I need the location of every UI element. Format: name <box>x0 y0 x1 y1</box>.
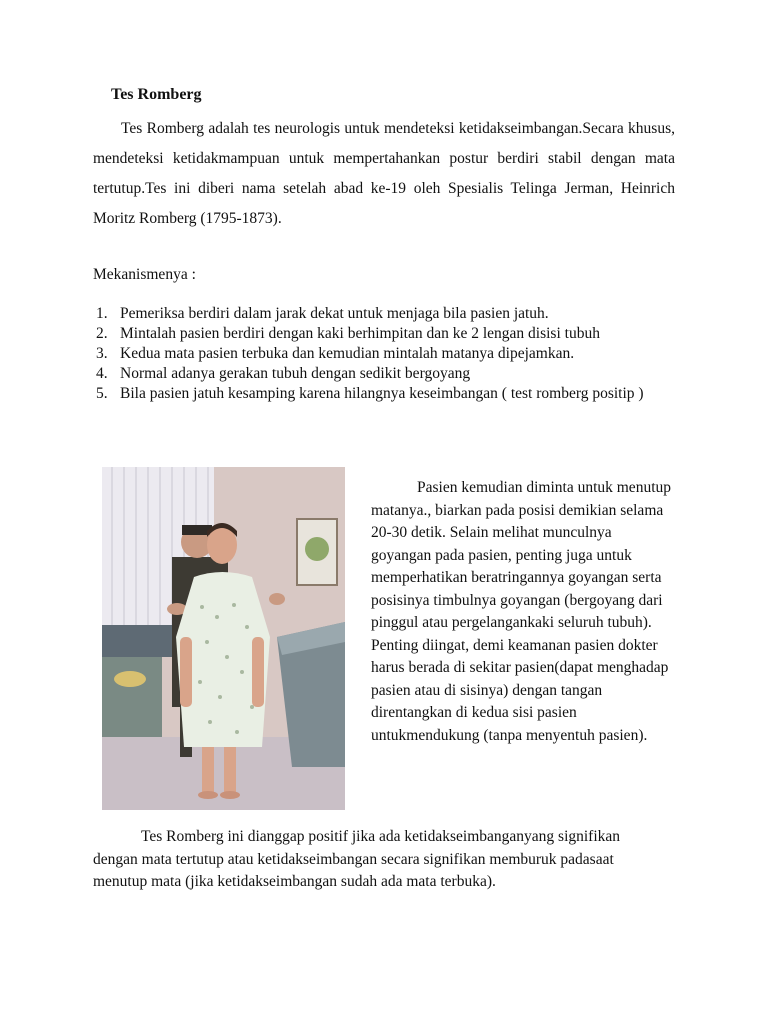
list-item <box>93 324 659 344</box>
document-title: Tes Romberg <box>111 86 202 103</box>
list-item-text: Normal adanya gerakan tubuh dengan sedikit bergoyang <box>120 365 471 382</box>
closing-paragraph: Tes Romberg ini dianggap positif jika ada ketidakseimbanganyang signifikan dengan mata tertutup atau ketidakseimbangan secara signifikan memburuk padasaat menutup mata (jika ketidakseimbangan sudah ada mata terbuka). <box>93 828 621 890</box>
list-item-number: 3. <box>96 345 108 362</box>
list-item <box>93 364 659 384</box>
list-item-text: Pemeriksa berdiri dalam jarak dekat untuk menjaga bila pasien jatuh. <box>120 305 549 322</box>
side-paragraph: Pasien kemudian diminta untuk menutup matanya., biarkan pada posisi demikian selama 20-30 detik. Selain melihat munculnya goyangan pada pasien, penting juga untuk memperhatikan beratringannya goyangan serta posisinya timbulnya goyangan (bergoyang dari pinggul atau pergelangankaki seluruh tubuh). Penting diingat, demi keamanan pasien dokter harus berada di sekitar pasien(dapat menghadap pasien atau di sisinya) dengan tangan direntangkan di kedua sisi pasien untukmendukung (tanpa menyentuh pasien). <box>371 479 671 744</box>
mechanism-steps-list <box>93 304 659 404</box>
mechanism-heading: Mekanismenya : <box>93 266 196 283</box>
list-item-number: 5. <box>96 385 108 402</box>
list-item-text: Kedua mata pasien terbuka dan kemudian mintalah matanya dipejamkan. <box>120 345 575 362</box>
list-item <box>93 384 659 404</box>
list-item-number: 2. <box>96 325 108 342</box>
list-item-number: 4. <box>96 365 108 382</box>
list-item-text: Mintalah pasien berdiri dengan kaki berhimpitan dan ke 2 lengan disisi tubuh <box>120 325 600 342</box>
romberg-test-photo <box>102 467 345 810</box>
list-item <box>93 344 659 364</box>
list-item-number: 1. <box>96 305 108 322</box>
list-item <box>93 304 659 324</box>
list-item-text: Bila pasien jatuh kesamping karena hilangnya keseimbangan ( test romberg positip ) <box>120 385 644 402</box>
intro-paragraph: Tes Romberg adalah tes neurologis untuk mendeteksi ketidakseimbangan.Secara khusus, mendeteksi ketidakmampuan untuk mempertahankan postur berdiri stabil dengan mata tertutup.Tes ini diberi nama setelah abad ke-19 oleh Spesialis Telinga Jerman, Heinrich Moritz Romberg (1795-1873). <box>93 120 675 227</box>
